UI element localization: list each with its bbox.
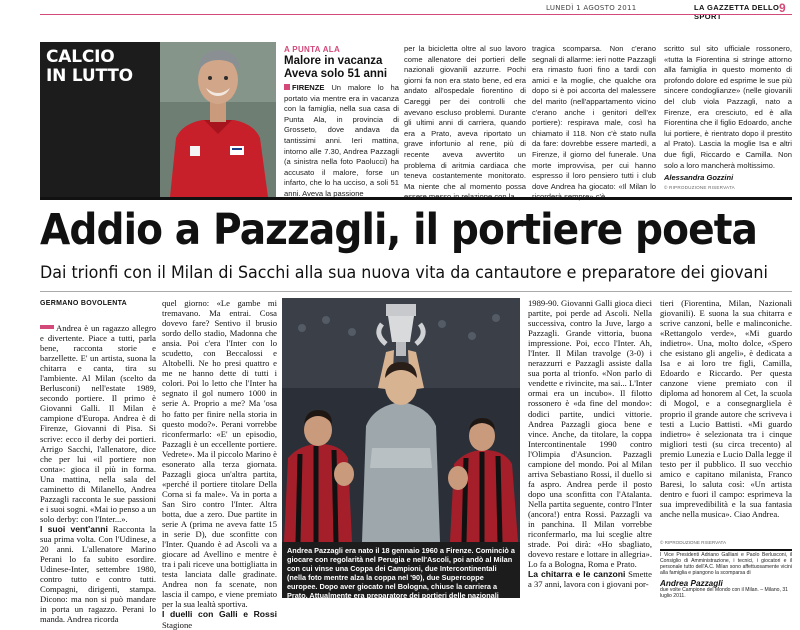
trophy-photo (282, 298, 520, 542)
headline-rule (40, 291, 792, 292)
topbox-col1 (284, 83, 399, 200)
condolence-name: Andrea Pazzagli (660, 578, 723, 588)
byline: GERMANO BOVOLENTA (40, 300, 128, 307)
article-col1 (40, 323, 156, 624)
article-col2-tail: Stagione (162, 619, 193, 630)
condolence-subtext: due volte Campione del Mondo con il Milan. – Milano, 31 luglio 2011. (660, 586, 788, 599)
photo-caption (282, 542, 520, 610)
topbox-col1-text: Un malore lo ha portato via mentre era in vacanza con la famiglia, nella sua casa di Punta Ala, in provincia di Grosseto, dove andava da tantissimi anni. Ieri mattina, intorno alle 7.30, Andrea Pazzagli (a sinistra nella foto Paolucci) ha accusato il malore, forse un infarto, che lo ha ucciso, a soli 51 anni. Aveva la passione (284, 83, 399, 198)
topbox-kicker: A PUNTA ALA (284, 45, 341, 54)
bullet-square-icon (284, 84, 290, 90)
page-number: 9 (779, 1, 786, 15)
article-col2-text: quel giorno: «Le gambe mi tremavano. Ma entrai. Cosa dovevo fare? Sentivo il brusio sordo dello stadio, Madonna che ansia. Poi c'era l'Inter con lo scudetto, con Beccalossi e Altobelli. Ne ho presi quattro e me ne hanno dette di tutti i colori. Poi lo letto che l'Inter ha segnato il gol numero 1000 in serie A. Proprio a me? Ma 'osa ho fatto per finire nella storia in questo modo?». Perani vorrebbe riconfermarlo: «E' un episodio, Pazzagli è un eccellente portiere. Vedrete». Ma il piccolo Marino è esonerato alla terza giornata. Pazzagli gioca un'altra partita, «perché il portiere titolare Della Corna si fa male». Va in porta a San Siro contro l'Inter. Altra botta, due a zero. Due partite in serie A (prima ne aveva fatte 15 in serie D), due sconfitte con l'Inter. Quando è ad Ascoli va a giocare ad Avellino e mentre è tra i pali riceve una bottigliatta in testa lanciata dalle gradinate. Andrea non fa scenate, non lascia il campo, e viene premiato per la sua lealtà sportiva. (162, 298, 277, 610)
article-start-marker (40, 325, 54, 329)
condolence-notice (660, 549, 792, 599)
article-col3 (528, 298, 652, 589)
article-subhead-2: I duelli con Galli e Rossi (162, 609, 277, 620)
article-col3-text: 1989-90. Giovanni Galli gioca dieci partite, poi perde ad Ascoli. Nella successiva, contro la Juve, largo a Pazzagli. Grande vittoria, buona impressione. Poi, ecco l'Inter. Ah, l'Inter. Il Milan travolge (3-0) i nerazzurri e Pazzagli assiste dalla sua porta al trionfo. «Non parlo di vendette e rivincite, ma sai... L'Inter ormai era un incubo». Il filotto rossonero è «da fine del mondo»: dodici partite, undici vittorie. Andrea Pazzagli gioca bene e vince. Anche, da titolare, la coppa Intercontinentale 1990 contro l'Olimpia d'Asuncion. Pazzagli campione del mondo. Poi al Milan arriva Sebastiano Rossi, il duello si fa aspro. Andrea perde il posto dopo una sconfitta con l'Atalanta. Nella partita seguente, contro l'Inter (ancora!) entra Rossi. Pazzagli va in panchina. Il Milan vorrebbe riconfermarlo, ma lui sceglie altre strade. Poi dirà: «Ho sbagliato, dovevo restare e lottare in allegria». Lo fa a Bologna, Roma e Prato. (528, 298, 652, 570)
topbox-col3: tragica scomparsa. Non c'erano segnali di allarme: ieri notte Pazzagli era rimasto fuori fino a tardi con amici e la moglie, che qualche ora dopo si è poi accorta del malessere del marito (nell'appartamento vicino c'erano anche i genitori dell'ex portiere): respirava male, così ha chiamato il 118. Non c'è stato nulla da fare: dovrebbe essere martedì, a Firenze, il giorno del funerale. Una morte improvvisa, per cui hanno espresso il loro pensiero tutti i club dove Andrea ha giocato: «Il Milan lo ricorderà sempre» c'è (532, 44, 656, 202)
portrait-illustration (160, 42, 276, 197)
photo-caption-text: Andrea Pazzagli era nato il 18 gennaio 1960 a Firenze. Cominciò a giocare con regolarità nel Perugia e nell'Ascoli, poi andò al Milan con cui vinse una Coppa dei Campioni, due Intercontinentali (nella foto mentre alza la coppa nel '90), due Supercoppe europee. Dopo aver giocato nel Bologna, chiuse la carriera a Prato. Attualmente era preparatore dei portieri delle nazionali azzurre (287, 546, 515, 610)
issue-date: LUNEDÌ 1 AGOSTO 2011 (546, 4, 637, 12)
condolence-text: I Vice Presidenti Adriano Galliani e Paolo Berlusconi, il Consiglio di Amministrazione, i tecnici, i giocatori e il personale tutto dell'A.C. Milan sono affettuosamente vicini alla famiglia e piangono la scomparsa di (660, 552, 792, 576)
article-col1b-text: Racconta la sua prima volta. Con l'Udinese, a 20 anni. L'allenatore Marino Perani lo fa subito esordire. Udinese-Inter, settembre 1980, contro tutto e contro tutti. Compagni, dirigenti, stampa. Dicono: ma non si può mandare in porta un ragazzo. Perani lo manda. Andrea ricorda (40, 523, 156, 625)
main-headline: Addio a Pazzagli, il portiere poeta (40, 205, 758, 255)
photo-credit: LIVERANI (314, 603, 342, 610)
article-col4: tieri (Fiorentina, Milan, Nazionali giovanili). E suona la sua chitarra e scrive canzoni, belle e malinconiche. «Rettangolo verde», «Mi guardo indietro». Una, molto dolce, «Spero che esistano gli angeli», è dedicata a Isa e ai loro tre figli, Camilla, Edoardo e Riccardo. Per questa canzone viene premiato con il diploma ad honorem al Cet, la scuola di Mogol, e a consegnargliela è proprio il grande autore che scriveva i testi a Lucio Battisti. «Mi guardo indietro» è selezionata tra i cinque migliori testi (su circa trecento) al premio Lunezia e Lucio Dalla legge il testo per il pubblico. Il suo vecchio amico e capitano milanista, Franco Baresi, lo saluta così: «Un artista dentro e fuori il campo: esprimeva la sua imprevedibilità e la sua fantasia anche nella musica». Ciao Andrea. (660, 298, 792, 519)
article-subhead-3: La chitarra e le canzoni (528, 569, 626, 580)
trophy-illustration (282, 298, 520, 542)
topbox-col4: scritto sul sito ufficiale rossonero, «tutta la Fiorentina si stringe attorno alla famiglia in questo momento di profondo dolore ed esprime le sue più sincere condoglianze» (nelle giovanili del club viola Pazzagli, nato a Firenze, era cresciuto, ed è alla Fiorentina che il figlio Edoardo, anche lui portiere, è rientrato dopo il prestito al Prato). Lascia la moglie Isa e altri due figli, Riccardo e Camilla. Non solo a loro mancherà moltissimo. (664, 44, 792, 170)
article-credit: © RIPRODUZIONE RISERVATA (660, 540, 727, 545)
portrait-photo (160, 42, 276, 197)
header-rule (40, 14, 792, 15)
section-divider (40, 197, 792, 200)
page-header (0, 0, 800, 42)
topbox-title: Malore in vacanza Aveva solo 51 anni (284, 55, 388, 80)
newspaper-name: LA GAZZETTA DELLO SPORT (694, 3, 780, 21)
section-label-line2: IN LUTTO (46, 66, 133, 86)
article-subhead-1: I suoi vent'anni (40, 523, 108, 534)
section-label-box (40, 42, 160, 197)
article-col1-text: Andrea è un ragazzo allegro e divertente. Piace a tutti, parla bene, racconta storie e barzellette. E' un artista, suona la chitarra e canta, tira su l'ambiente. Al Milan (scelto da Berlusconi) nell'estate 1989, secondo portiere. Il primo è Giovanni Galli. Il Milan è campione d'Europa. Andrea è di Firenze, Giovanni di Pisa. Si scrive: ecco il derby dei portieri. Arrigo Sacchi, l'allenatore, dice che per lui «il portiere non conta»: gioca il più in forma. Una mattina, nella sala del caminetto di Milanello, Andrea Pazzagli racconta le sue passioni e i suoi sogni. «Mai io penso a un solo derby: con l'Inter...». (40, 323, 156, 524)
sub-headline: Dai trionfi con il Milan di Sacchi alla sua nuova vita da cantautore e preparatore dei giovani (40, 263, 768, 283)
topbox-col2: per la bicicletta oltre al suo lavoro come allenatore dei portieri delle nazionali giovanili azzurre. Pochi giorni fa non era stato bene, ed era andato all'ospedale fiorentino di Careggi per dei controlli che avevano escluso problemi. Durante gli ultimi anni di carriera, quando era a Prato, aveva riportato un grave infortunio al rene, più di recente aveva avvertito un problema di aritmia cardiaca che teneva costantemente monitorato. Ma niente che al momento possa essere messo in relazione con la (404, 44, 526, 202)
topbox-signature: Alessandra Gozzini (664, 173, 734, 182)
section-label-line1: CALCIO (46, 47, 115, 67)
topbox-credit: © RIPRODUZIONE RISERVATA (664, 185, 735, 190)
article-col2 (162, 298, 277, 630)
dateline-location: FIRENZE (292, 83, 325, 92)
article-col3b-text: Smette a 37 anni, lavora con i giovani por- (528, 569, 652, 590)
